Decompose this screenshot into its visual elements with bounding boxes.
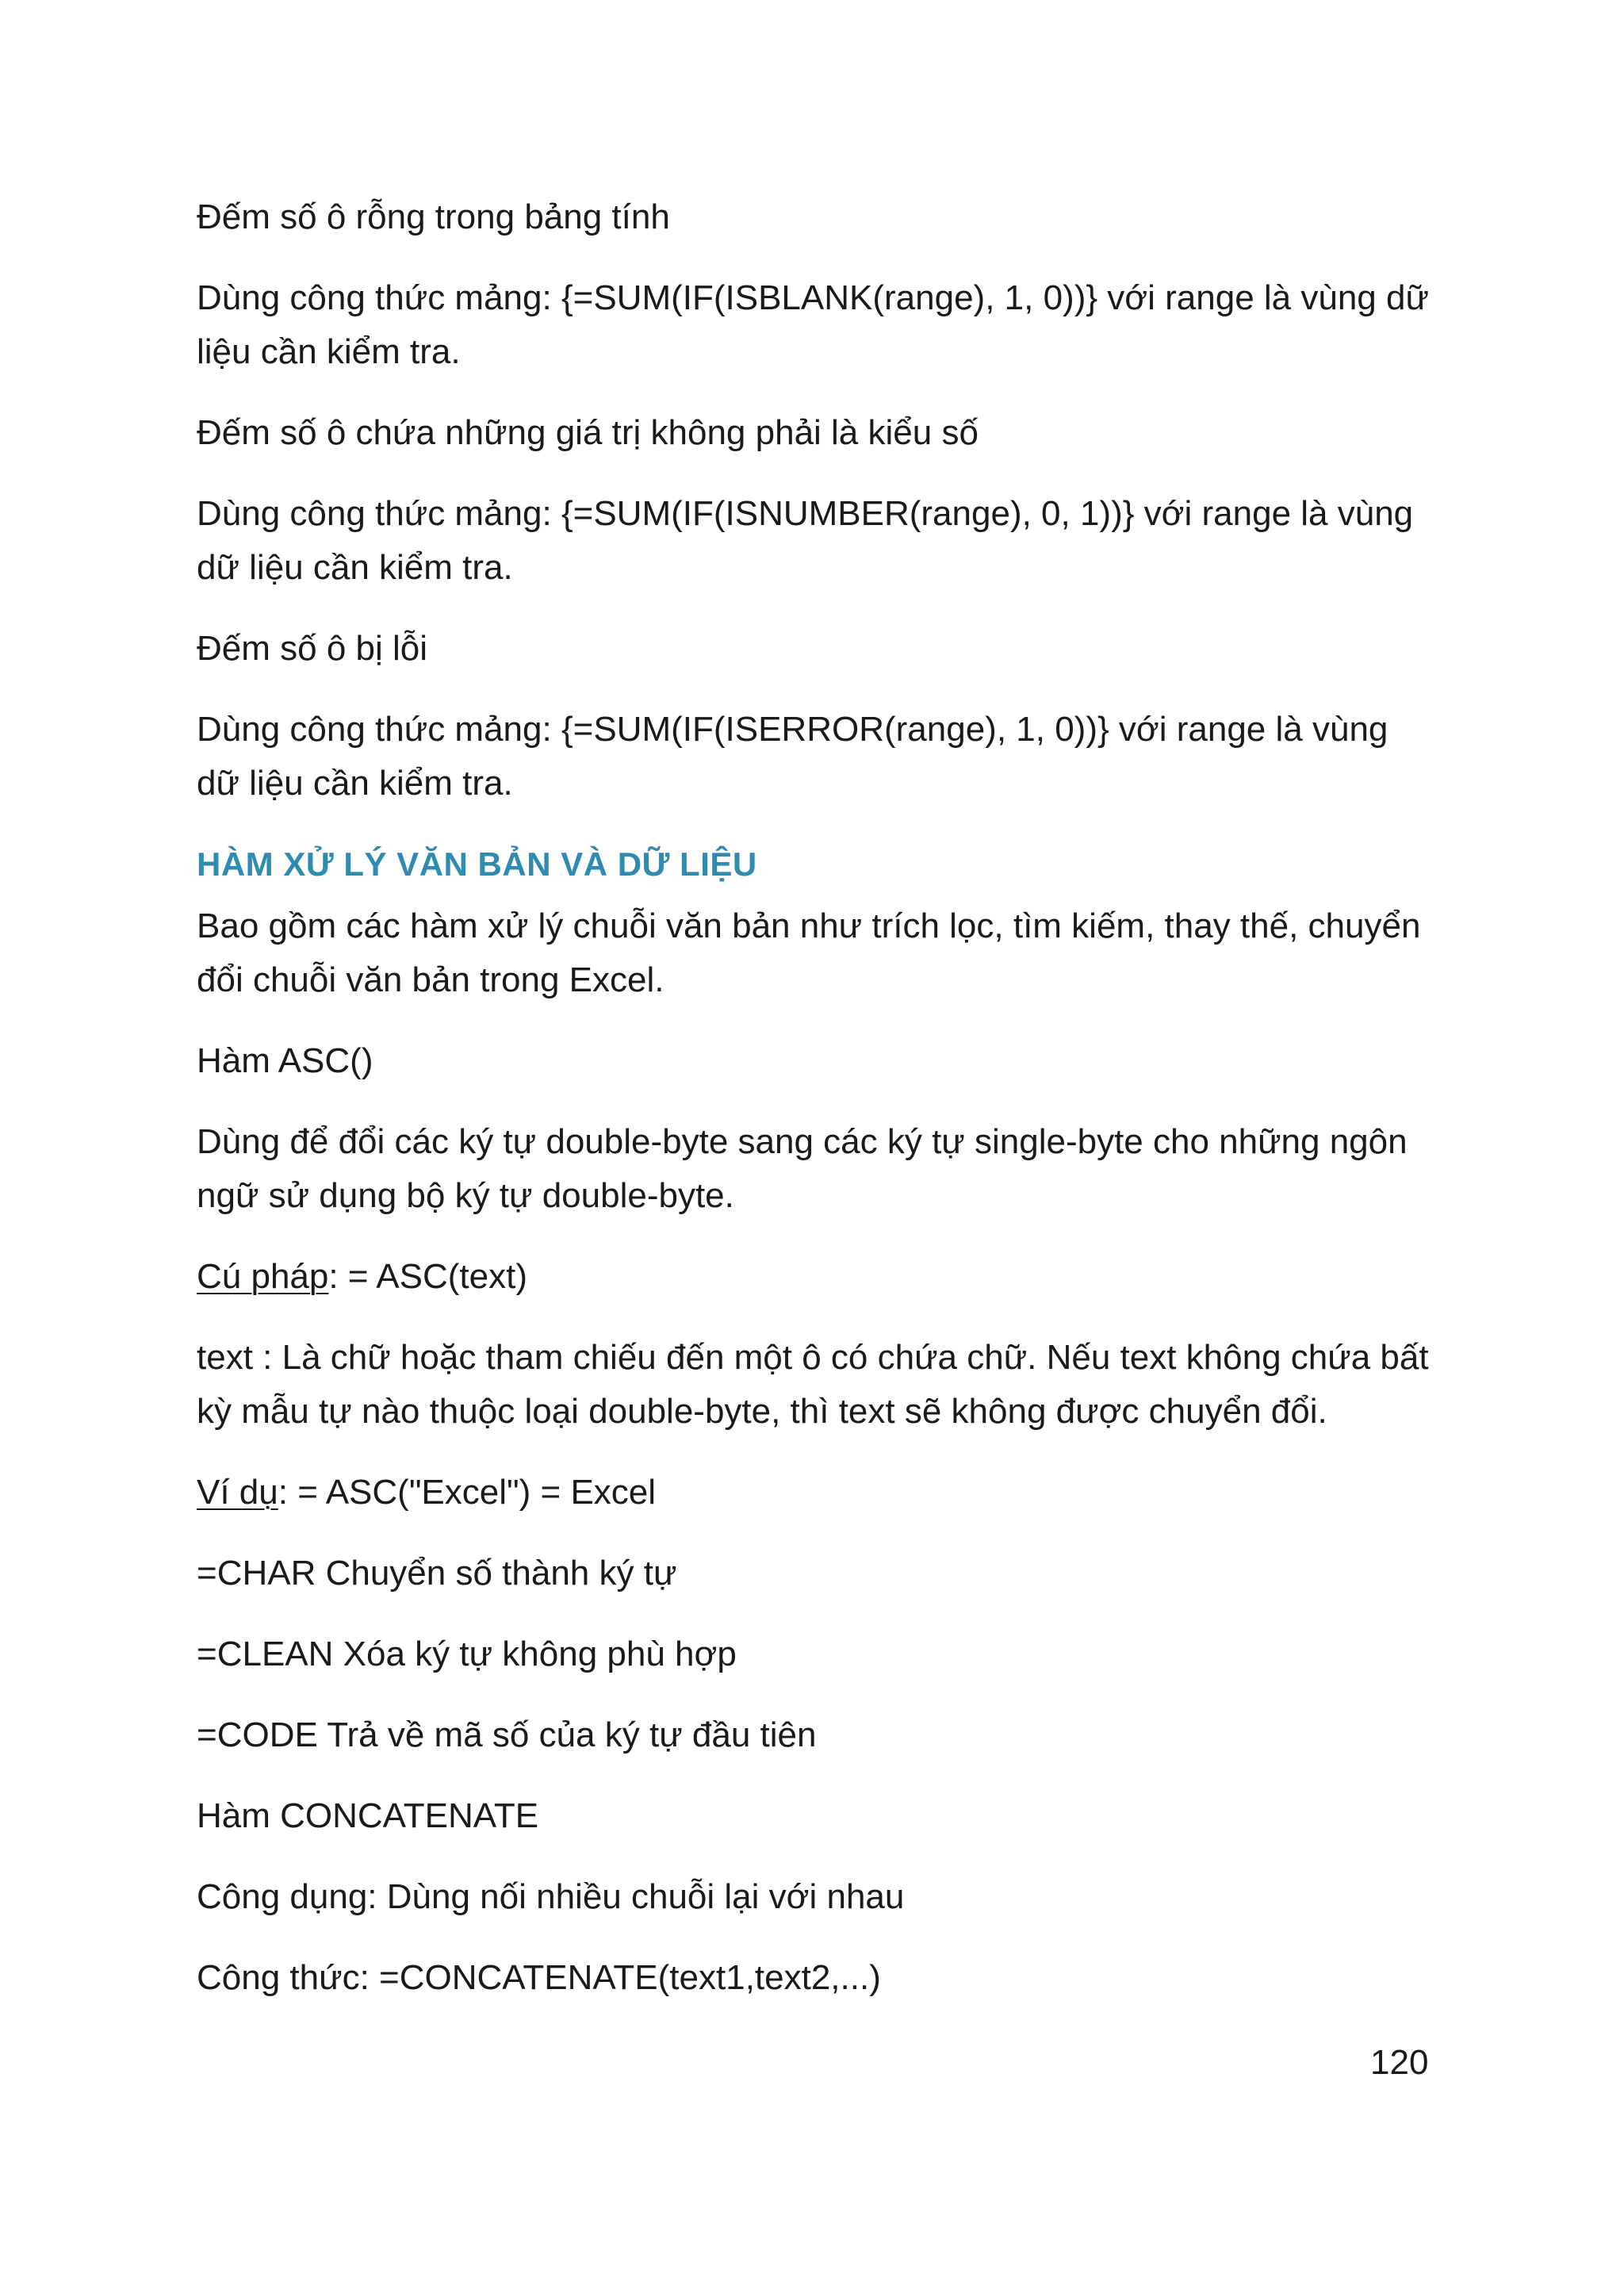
example-label: Ví dụ <box>197 1473 278 1512</box>
concatenate-usage: Công dụng: Dùng nối nhiều chuỗi lại với nhau <box>197 1877 905 1916</box>
section-heading: HÀM XỬ LÝ VĂN BẢN VÀ DỮ LIỆU <box>197 845 757 883</box>
asc-text-description: text : Là chữ hoặc tham chiếu đến một ô có chứa chữ. Nếu text không chứa bất kỳ mẫu tự nào thuộc loại double-byte, thì text sẽ không được chuyển đổi. <box>197 1338 1429 1431</box>
asc-title: Hàm ASC() <box>197 1041 373 1080</box>
clean-function-line: =CLEAN Xóa ký tự không phù hợp <box>197 1635 737 1673</box>
char-function-line: =CHAR Chuyển số thành ký tự <box>197 1554 677 1593</box>
example-value: : = ASC("Excel") = Excel <box>278 1473 657 1512</box>
syntax-label: Cú pháp <box>197 1257 329 1296</box>
paragraph-count-nonnumber-title: Đếm số ô chứa những giá trị không phải là kiểu số <box>197 413 979 452</box>
asc-syntax <box>197 1250 1434 1304</box>
document-page <box>197 190 1434 2032</box>
asc-example <box>197 1466 1434 1520</box>
asc-description: Dùng để đổi các ký tự double-byte sang các ký tự single-byte cho những ngôn ngữ sử dụng bộ ký tự double-byte. <box>197 1122 1408 1215</box>
concatenate-formula: Công thức: =CONCATENATE(text1,text2,...) <box>197 1958 881 1997</box>
syntax-value: : = ASC(text) <box>328 1257 527 1296</box>
concatenate-title: Hàm CONCATENATE <box>197 1796 539 1835</box>
page-number: 120 <box>1370 2043 1429 2082</box>
paragraph-count-error-formula: Dùng công thức mảng: {=SUM(IF(ISERROR(range), 1, 0))} với range là vùng dữ liệu cần kiểm tra. <box>197 710 1388 803</box>
paragraph-count-nonnumber-formula: Dùng công thức mảng: {=SUM(IF(ISNUMBER(range), 0, 1))} với range là vùng dữ liệu cần kiểm tra. <box>197 494 1414 587</box>
code-function-line: =CODE Trả về mã số của ký tự đầu tiên <box>197 1715 817 1754</box>
paragraph-count-blank-formula: Dùng công thức mảng: {=SUM(IF(ISBLANK(range), 1, 0))} với range là vùng dữ liệu cần kiểm tra. <box>197 278 1429 371</box>
paragraph-count-blank-title: Đếm số ô rỗng trong bảng tính <box>197 197 670 236</box>
section-intro: Bao gồm các hàm xử lý chuỗi văn bản như trích lọc, tìm kiếm, thay thế, chuyển đổi chuỗi văn bản trong Excel. <box>197 907 1421 999</box>
paragraph-count-error-title: Đếm số ô bị lỗi <box>197 629 428 668</box>
